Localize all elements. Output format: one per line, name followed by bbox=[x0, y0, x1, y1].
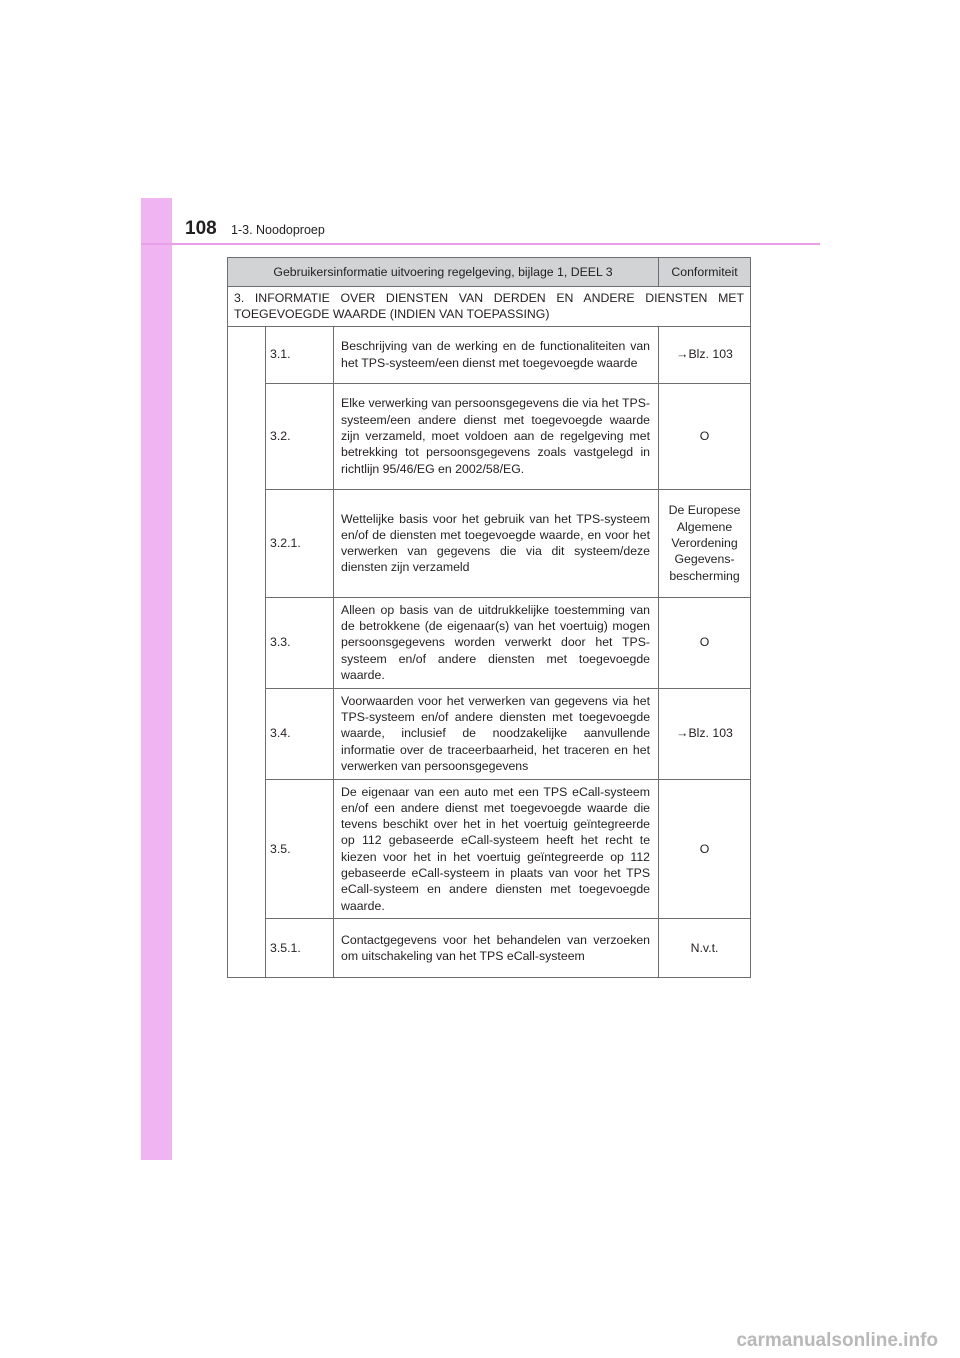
section-heading-row bbox=[228, 287, 751, 327]
section-heading: 3. INFORMATIE OVER DIENSTEN VAN DERDEN EN ANDERE DIENSTEN MET TOEGEVOEGDE WAARDE (INDIEN VAN TOEPASSING) bbox=[228, 287, 751, 327]
item-description: Beschrijving van de werking en de functionaliteiten van het TPS-systeem/een dienst met toegevoegde waarde bbox=[334, 326, 659, 383]
item-conformity: →Blz. 103 bbox=[659, 326, 751, 383]
item-conformity: O bbox=[659, 597, 751, 688]
table-row bbox=[228, 489, 751, 597]
item-description: Voorwaarden voor het verwerken van gegevens via het TPS-systeem en/of andere diensten met toegevoegde waarde, inclusief de noodzakelijke aanvullende informatie over de traceerbaarheid, het traceren en het verwerken van persoonsgegevens bbox=[334, 688, 659, 779]
table-row bbox=[228, 779, 751, 918]
item-number: 3.1. bbox=[266, 326, 334, 383]
indent-cell bbox=[228, 326, 266, 977]
watermark: carmanualsonline.info bbox=[736, 1330, 938, 1351]
item-description: Elke verwerking van persoonsgegevens die via het TPS-systeem/een andere dienst met toegevoegde waarde zijn verzameld, moet voldoen aan de regelgeving met betrekking tot persoonsgegevens zoals vastgelegd in richtlijn 95/46/EG en 2002/58/EG. bbox=[334, 383, 659, 489]
item-conformity: N.v.t. bbox=[659, 918, 751, 977]
item-conformity: O bbox=[659, 779, 751, 918]
item-description: Wettelijke basis voor het gebruik van het TPS-systeem en/of de diensten met toegevoegde waarde, en voor het verwerken van gegevens die via dit systeem/deze diensten zijn verzameld bbox=[334, 489, 659, 597]
table-header-row bbox=[228, 258, 751, 287]
item-description: Contactgegevens voor het behandelen van verzoeken om uitschakeling van het TPS eCall-systeem bbox=[334, 918, 659, 977]
table-row bbox=[228, 326, 751, 383]
item-conformity: De Europese Algemene Verordening Gegevens-bescherming bbox=[659, 489, 751, 597]
chapter-sidebar-tab bbox=[141, 198, 172, 1160]
item-number: 3.3. bbox=[266, 597, 334, 688]
item-number: 3.2. bbox=[266, 383, 334, 489]
item-description: De eigenaar van een auto met een TPS eCall-systeem en/of een andere dienst met toegevoegde waarde die tevens beschikt over het in het voertuig geïntegreerde op 112 gebaseerde eCall-systeem heeft het recht te kiezen voor het in het voertuig geïntegreerde op 112 gebaseerde eCall-systeem in plaats van voor het TPS eCall-systeem en andere diensten met toegevoegde waarde. bbox=[334, 779, 659, 918]
regulation-table bbox=[227, 257, 751, 978]
section-title: 1-3. Noodoproep bbox=[231, 223, 325, 237]
table-row bbox=[228, 383, 751, 489]
item-conformity: →Blz. 103 bbox=[659, 688, 751, 779]
header-divider bbox=[141, 243, 820, 245]
item-number: 3.5.1. bbox=[266, 918, 334, 977]
conformity-column-header: Conformiteit bbox=[659, 258, 751, 287]
page-number: 108 bbox=[185, 218, 217, 239]
requirement-column-header: Gebruikersinformatie uitvoering regelgeving, bijlage 1, DEEL 3 bbox=[228, 258, 659, 287]
table-row bbox=[228, 597, 751, 688]
item-conformity: O bbox=[659, 383, 751, 489]
table-row bbox=[228, 918, 751, 977]
item-description: Alleen op basis van de uitdrukkelijke toestemming van de betrokkene (de eigenaar(s) van het voertuig) mogen persoonsgegevens worden verwerkt door het TPS-systeem en/of andere diensten met toegevoegde waarde. bbox=[334, 597, 659, 688]
table-row bbox=[228, 688, 751, 779]
item-number: 3.4. bbox=[266, 688, 334, 779]
item-number: 3.2.1. bbox=[266, 489, 334, 597]
item-number: 3.5. bbox=[266, 779, 334, 918]
